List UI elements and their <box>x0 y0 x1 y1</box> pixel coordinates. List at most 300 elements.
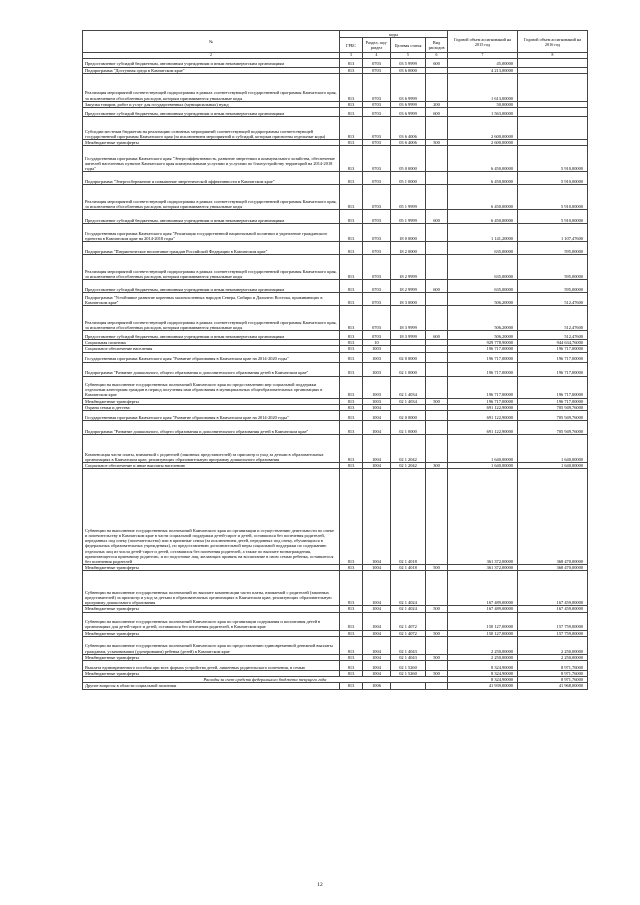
cell-csr: 05 1 0000 <box>391 172 426 185</box>
cell-vr <box>426 73 448 101</box>
cell-razdel: 1003 <box>363 362 391 376</box>
cell-vr: 300 <box>426 462 448 468</box>
cell-name: Государственная программа Камчатского края "Развитие образования в Камчатском крае на 2014-2020 годы" <box>83 410 340 420</box>
col-index-7: 7 <box>448 53 518 59</box>
cell-sum-2015: 691 122,90000 <box>448 404 518 410</box>
cell-sum-2016 <box>518 58 588 67</box>
cell-name: Подпрограмма "Доступная среда в Камчатском крае" <box>83 67 340 73</box>
cell-vr: 500 <box>426 606 448 612</box>
col-header-razdel: Раздел, под-раздел <box>363 38 391 53</box>
cell-vr: 500 <box>426 398 448 404</box>
cell-sum-2016: 1 107,47600 <box>518 224 588 242</box>
cell-sum-2015: 41 939,00000 <box>448 683 518 689</box>
table-row <box>83 116 588 139</box>
cell-sum-2016: 167 459,00000 <box>518 571 588 606</box>
cell-vr <box>426 224 448 242</box>
cell-grbs: 813 <box>340 410 363 420</box>
cell-razdel: 1004 <box>363 612 391 630</box>
cell-vr: 600 <box>426 331 448 340</box>
cell-name: Государственная программа Камчатского края "Реализация государственной национальной политики и укрепление гражданского единства в Камчатском крае на 2014-2018 годы" <box>83 224 340 242</box>
cell-vr: 500 <box>426 630 448 636</box>
cell-vr <box>426 255 448 280</box>
cell-grbs: 813 <box>340 306 363 331</box>
cell-grbs: 813 <box>340 224 363 242</box>
cell-sum-2015: 1 141,20000 <box>448 224 518 242</box>
cell-csr: 18 0 0000 <box>391 224 426 242</box>
cell-razdel: 1004 <box>363 410 391 420</box>
cell-grbs: 813 <box>340 73 363 101</box>
cell-razdel: 0703 <box>363 107 391 116</box>
cell-sum-2016: 5 910,00000 <box>518 146 588 172</box>
cell-vr: 500 <box>426 139 448 145</box>
cell-sum-2016: 157 759,00000 <box>518 630 588 636</box>
cell-name: Компенсация части платы, взимаемой с родителей (законных представителей) за присмотр и уход за детьми в образовательных организациях в Камчатском крае, реализующих образовательную программу дошкольного образования <box>83 434 340 462</box>
cell-sum-2016: 512,47600 <box>518 293 588 306</box>
cell-grbs: 813 <box>340 116 363 139</box>
cell-sum-2016: 196 717,00000 <box>518 352 588 362</box>
cell-name: Подпрограмма "Развитие дошкольного, общего образования и дополнительного образования детей в Камчатском крае" <box>83 362 340 376</box>
cell-vr <box>426 352 448 362</box>
cell-razdel: 1004 <box>363 469 391 565</box>
cell-sum-2015: 196 717,00000 <box>448 362 518 376</box>
cell-name: Межбюджетные трансферты <box>83 565 340 571</box>
cell-grbs: 813 <box>340 434 363 462</box>
cell-vr <box>426 434 448 462</box>
cell-razdel: 0703 <box>363 306 391 331</box>
cell-razdel: 0703 <box>363 73 391 101</box>
table-row <box>83 58 588 67</box>
table-row <box>83 242 588 255</box>
table-row <box>83 612 588 630</box>
cell-sum-2016: 5 910,00000 <box>518 210 588 224</box>
cell-vr: 500 <box>426 654 448 660</box>
cell-csr: 02 1 2042 <box>391 434 426 462</box>
cell-sum-2016: 368 470,00000 <box>518 469 588 565</box>
cell-name: Субвенции на выполнение государственных полномочий Камчатского края по предоставлению единовременной денежной выплаты гражданам, усыновившим (удочерившим) ребенка (детей) в Камчатском крае <box>83 636 340 654</box>
cell-razdel: 1004 <box>363 434 391 462</box>
cell-sum-2016: 196 717,00000 <box>518 362 588 376</box>
col-index-5: 5 <box>391 53 426 59</box>
cell-vr <box>426 683 448 689</box>
cell-sum-2015: 8 324,90000 <box>448 660 518 670</box>
cell-sum-2016: 705 949,76000 <box>518 410 588 420</box>
cell-sum-2015: 4 213,00000 <box>448 67 518 73</box>
cell-vr: 500 <box>426 565 448 571</box>
cell-vr: 500 <box>426 670 448 676</box>
col-header-csr: Целевая статья <box>391 38 426 53</box>
cell-csr: 02 1 4034 <box>391 398 426 404</box>
cell-vr <box>426 242 448 255</box>
cell-sum-2016: 512,47600 <box>518 331 588 340</box>
col-index-4: 4 <box>363 53 391 59</box>
cell-sum-2016: 167 459,00000 <box>518 606 588 612</box>
col-index-2: 2 <box>83 53 340 59</box>
cell-razdel: 1004 <box>363 404 391 410</box>
cell-vr <box>426 469 448 565</box>
cell-sum-2015: 45,00000 <box>448 58 518 67</box>
cell-razdel: 0703 <box>363 139 391 145</box>
cell-sum-2015: 6 450,00000 <box>448 172 518 185</box>
table-row <box>83 376 588 398</box>
cell-sum-2016: 196 717,00000 <box>518 376 588 398</box>
cell-grbs: 813 <box>340 101 363 107</box>
cell-razdel: 1003 <box>363 376 391 398</box>
table-row <box>83 185 588 210</box>
col-header-sum-2016: Годовой объем ассигнований на 2016 год <box>518 31 588 53</box>
cell-name: Государственная программа Камчатского края "Развитие образования в Камчатском крае на 2014-2020 годы" <box>83 352 340 362</box>
cell-name: Предоставление субсидий бюджетным, автономным учреждениям и иным некоммерческим организациям <box>83 210 340 224</box>
cell-grbs: 813 <box>340 420 363 434</box>
col-header-codes: коды <box>340 31 448 38</box>
cell-sum-2015: 635,00000 <box>448 280 518 293</box>
cell-razdel: 10 <box>363 340 391 346</box>
cell-grbs: 813 <box>340 606 363 612</box>
cell-name: Межбюджетные трансферты <box>83 654 340 660</box>
cell-vr <box>426 376 448 398</box>
cell-sum-2016: 368 470,00000 <box>518 565 588 571</box>
cell-grbs: 813 <box>340 670 363 676</box>
cell-sum-2015: 1 613,00000 <box>448 73 518 101</box>
cell-csr <box>391 683 426 689</box>
cell-grbs: 813 <box>340 683 363 689</box>
cell-razdel: 0703 <box>363 116 391 139</box>
cell-sum-2015: 506,20000 <box>448 306 518 331</box>
cell-sum-2015: 929 778,90000 <box>448 340 518 346</box>
cell-sum-2015: 8 324,90000 <box>448 670 518 676</box>
cell-razdel: 0703 <box>363 255 391 280</box>
cell-razdel: 0703 <box>363 185 391 210</box>
cell-name: Реализация мероприятий соответствующей подпрограммы в рамках соответствующей государственной программы Камчатского края, за исключением обособленных расходов, которым присваиваются уникальные коды <box>83 306 340 331</box>
cell-csr: 02 1 0000 <box>391 420 426 434</box>
cell-grbs: 813 <box>340 654 363 660</box>
cell-sum-2015: 361 372,00000 <box>448 565 518 571</box>
cell-razdel: 1004 <box>363 565 391 571</box>
cell-csr: 02 1 4024 <box>391 606 426 612</box>
table-row <box>83 306 588 331</box>
col-header-number: № <box>83 31 340 53</box>
cell-sum-2016: 1 640,00000 <box>518 462 588 468</box>
cell-vr <box>426 185 448 210</box>
cell-csr: 05 0 0000 <box>391 146 426 172</box>
cell-csr: 18 3 9999 <box>391 306 426 331</box>
cell-sum-2016: 8 971,76000 <box>518 677 588 683</box>
cell-sum-2016: 512,47600 <box>518 306 588 331</box>
cell-vr <box>426 636 448 654</box>
table-row <box>83 146 588 172</box>
col-index-8: 8 <box>518 53 588 59</box>
cell-grbs: 813 <box>340 462 363 468</box>
row-note: Расходы за счет средств федерального бюджета текущего года <box>83 677 448 683</box>
table-row <box>83 331 588 340</box>
cell-name: Предоставление субсидий бюджетным, автономным учреждениям и иным некоммерческим организациям <box>83 331 340 340</box>
cell-name: Государственная программа Камчатского края "Энергоэффективность, развитие энергетики и коммунального хозяйства, обеспечение жителей населенных пунктов Камчатского края коммунальными услугами и услугами по благоустройству территорий на 2014-2018 годы" <box>83 146 340 172</box>
cell-csr: 02 1 4043 <box>391 636 426 654</box>
cell-csr: 02 1 4072 <box>391 612 426 630</box>
cell-grbs: 813 <box>340 636 363 654</box>
cell-razdel: 0703 <box>363 242 391 255</box>
cell-csr: 05 1 9999 <box>391 185 426 210</box>
cell-vr <box>426 146 448 172</box>
cell-name: Выплата единовременного пособия при всех формах устройства детей, лишенных родительского попечения, в семью <box>83 660 340 670</box>
table-row <box>83 293 588 306</box>
cell-razdel: 1004 <box>363 654 391 660</box>
table-row <box>83 172 588 185</box>
cell-name: Социальное обеспечение населения <box>83 346 340 352</box>
cell-sum-2015: 2 250,00000 <box>448 636 518 654</box>
cell-vr <box>426 571 448 606</box>
cell-razdel: 0703 <box>363 67 391 73</box>
cell-csr: 02 1 4018 <box>391 565 426 571</box>
cell-razdel: 1004 <box>363 571 391 606</box>
cell-sum-2015: 150 127,00000 <box>448 612 518 630</box>
cell-sum-2015: 361 372,00000 <box>448 469 518 565</box>
table-row <box>83 420 588 434</box>
cell-sum-2016 <box>518 73 588 101</box>
col-header-grbs: ГРБС <box>340 38 363 53</box>
cell-grbs: 813 <box>340 146 363 172</box>
cell-grbs: 813 <box>340 660 363 670</box>
table-row <box>83 210 588 224</box>
cell-sum-2016: 157 759,00000 <box>518 612 588 630</box>
cell-sum-2015: 150 127,00000 <box>448 630 518 636</box>
cell-grbs: 813 <box>340 630 363 636</box>
cell-csr: 02 1 4034 <box>391 376 426 398</box>
cell-name: Межбюджетные трансферты <box>83 606 340 612</box>
cell-razdel: 1004 <box>363 670 391 676</box>
cell-csr: 03 5 9999 <box>391 58 426 67</box>
cell-csr: 02 1 2042 <box>391 462 426 468</box>
cell-sum-2016: 1 640,00000 <box>518 434 588 462</box>
cell-name: Субвенции на выполнение государственных полномочий Камчатского края по организации и осуществлению деятельности по опеке и попечительству в Камчатском крае в части социальной поддержки детей-сирот и детей, оставшихся без попечения родителей, переданных под опеку (попечительство) или в приемные семьи (за исключением детей, переданных под опеку, обучающихся в федеральных образовательных учреждениях), по предоставлению дополнительной меры социальной поддержки по содержанию отдельных лиц из числа детей-сирот и детей, оставшихся без попечения родителей, а также по выплате вознаграждения, причитающегося приемному родителю, и по подготовке лиц, желающих принять на воспитание в свою семью ребенка, оставшегося без попечения родителей <box>83 469 340 565</box>
cell-grbs: 813 <box>340 293 363 306</box>
table-row <box>83 571 588 606</box>
cell-vr: 600 <box>426 107 448 116</box>
cell-csr: 18 2 9999 <box>391 255 426 280</box>
cell-csr: 02 1 4043 <box>391 654 426 660</box>
cell-name: Субсидии местным бюджетам на реализацию основных мероприятий соответствующей подпрограммы соответствующей государственной программы Камчатского края (за исключением мероприятий и субсидий, которым присвоены отдельные коды) <box>83 116 340 139</box>
cell-csr: 02 1 4018 <box>391 469 426 565</box>
cell-sum-2016: 196 717,00000 <box>518 398 588 404</box>
cell-grbs: 813 <box>340 331 363 340</box>
cell-name: Другие вопросы в области социальной политики <box>83 683 340 689</box>
cell-name: Субвенции на выполнение государственных полномочий Камчатского края по предоставлению мер социальной поддержки отдельным категориям граждан в период получения ими образования в муниципальных общеобразовательных организациях в Камчатском крае <box>83 376 340 398</box>
cell-sum-2016 <box>518 107 588 116</box>
cell-name: Закупка товаров, работ и услуг для государственных (муниципальных) нужд <box>83 101 340 107</box>
col-index-3: 3 <box>340 53 363 59</box>
cell-razdel: 1004 <box>363 420 391 434</box>
cell-sum-2016 <box>518 116 588 139</box>
cell-sum-2015: 635,00000 <box>448 242 518 255</box>
cell-csr: 03 6 9999 <box>391 101 426 107</box>
cell-razdel: 1004 <box>363 636 391 654</box>
col-index-6: 6 <box>426 53 448 59</box>
cell-razdel: 1004 <box>363 660 391 670</box>
cell-vr <box>426 293 448 306</box>
cell-sum-2016: 944 634,76000 <box>518 340 588 346</box>
cell-grbs: 813 <box>340 107 363 116</box>
cell-sum-2015: 691 122,90000 <box>448 420 518 434</box>
budget-table <box>82 30 588 690</box>
cell-name: Межбюджетные трансферты <box>83 139 340 145</box>
cell-sum-2015: 2 250,00000 <box>448 654 518 660</box>
table-row <box>83 362 588 376</box>
cell-name: Субвенции на выполнение государственных полномочий Камчатского края по организации содержания и воспитания детей в организациях для детей-сирот и детей, оставшихся без попечения родителей, в Камчатском крае <box>83 612 340 630</box>
cell-razdel: 0703 <box>363 210 391 224</box>
cell-vr <box>426 362 448 376</box>
cell-name: Реализация мероприятий соответствующей подпрограммы в рамках соответствующей государственной программы Камчатского края, за исключением обособленных расходов, которым присваиваются уникальные коды <box>83 255 340 280</box>
cell-grbs: 813 <box>340 376 363 398</box>
cell-vr <box>426 612 448 630</box>
cell-sum-2015: 1 640,00000 <box>448 462 518 468</box>
table-row <box>83 636 588 654</box>
cell-sum-2015: 691 122,90000 <box>448 410 518 420</box>
cell-razdel: 1004 <box>363 462 391 468</box>
table-row <box>83 660 588 670</box>
cell-name: Подпрограмма "Патриотическое воспитание граждан Российской Федерации в Камчатском крае" <box>83 242 340 255</box>
cell-razdel: 1003 <box>363 352 391 362</box>
cell-vr <box>426 410 448 420</box>
cell-csr: 18 2 9999 <box>391 280 426 293</box>
cell-sum-2016: 8 971,76000 <box>518 670 588 676</box>
cell-name: Субвенции на выполнение государственных полномочий по выплате компенсации части платы, взимаемой с родителей (законных представителей) за присмотр и уход за детьми в образовательных организациях в Камчатском крае, реализующих образовательную программу дошкольного образования <box>83 571 340 606</box>
cell-sum-2015: 6 450,00000 <box>448 146 518 172</box>
table-row <box>83 255 588 280</box>
cell-name: Реализация мероприятий соответствующей подпрограммы в рамках соответствующей государственной программы Камчатского края, за исключением обособленных расходов, которым присваиваются уникальные коды <box>83 73 340 101</box>
cell-grbs: 813 <box>340 255 363 280</box>
cell-sum-2015: 506,20000 <box>448 293 518 306</box>
cell-grbs: 813 <box>340 362 363 376</box>
cell-sum-2015: 50,00000 <box>448 101 518 107</box>
cell-name: Подпрограмма "Развитие дошкольного, общего образования и дополнительного образования детей в Камчатском крае" <box>83 420 340 434</box>
cell-sum-2016: 2 250,00000 <box>518 654 588 660</box>
cell-name: Подпрограмма "Энергосбережение и повышение энергетической эффективности в Камчатском крае" <box>83 172 340 185</box>
cell-sum-2016: 2 250,00000 <box>518 636 588 654</box>
cell-csr: 18 3 9999 <box>391 331 426 340</box>
cell-csr: 03 6 4006 <box>391 116 426 139</box>
cell-grbs: 813 <box>340 469 363 565</box>
cell-csr: 05 1 9999 <box>391 210 426 224</box>
cell-grbs: 813 <box>340 346 363 352</box>
cell-vr: 200 <box>426 101 448 107</box>
table-row <box>83 280 588 293</box>
cell-razdel: 1004 <box>363 630 391 636</box>
cell-vr <box>426 116 448 139</box>
cell-vr <box>426 306 448 331</box>
cell-grbs: 813 <box>340 139 363 145</box>
cell-razdel: 0703 <box>363 146 391 172</box>
cell-sum-2015: 1 640,00000 <box>448 434 518 462</box>
cell-name: Реализация мероприятий соответствующей подпрограммы в рамках соответствующей государственной программы Камчатского края, за исключением обособленных расходов, которым присваиваются уникальные коды <box>83 185 340 210</box>
cell-sum-2016: 8 971,76000 <box>518 660 588 670</box>
col-header-vr: Вид расходов <box>426 38 448 53</box>
cell-sum-2016: 595,00000 <box>518 242 588 255</box>
cell-razdel: 1003 <box>363 398 391 404</box>
cell-grbs: 813 <box>340 404 363 410</box>
cell-grbs: 813 <box>340 280 363 293</box>
cell-razdel: 0703 <box>363 101 391 107</box>
table-row <box>83 107 588 116</box>
cell-csr: 18 2 0000 <box>391 242 426 255</box>
cell-grbs: 813 <box>340 242 363 255</box>
cell-vr: 600 <box>426 280 448 293</box>
cell-grbs: 813 <box>340 172 363 185</box>
cell-grbs: 813 <box>340 58 363 67</box>
cell-grbs: 813 <box>340 67 363 73</box>
cell-sum-2015: 196 717,00000 <box>448 376 518 398</box>
cell-name: Предоставление субсидий бюджетным, автономным учреждениям и иным некоммерческим организациям <box>83 107 340 116</box>
cell-sum-2016: 595,00000 <box>518 280 588 293</box>
cell-csr: 02 1 5260 <box>391 670 426 676</box>
col-header-sum-2015: Годовой объем ассигнований на 2015 год <box>448 31 518 53</box>
cell-name: Межбюджетные трансферты <box>83 630 340 636</box>
table-row <box>83 224 588 242</box>
cell-grbs: 813 <box>340 612 363 630</box>
cell-grbs: 813 <box>340 398 363 404</box>
cell-vr <box>426 660 448 670</box>
cell-vr <box>426 172 448 185</box>
cell-grbs: 813 <box>340 210 363 224</box>
cell-sum-2015: 506,20000 <box>448 331 518 340</box>
cell-sum-2015: 167 489,00000 <box>448 606 518 612</box>
table-row <box>83 73 588 101</box>
cell-sum-2016: 41 968,00000 <box>518 683 588 689</box>
cell-name: Предоставление субсидий бюджетным, автономным учреждениям и иным некоммерческим организациям <box>83 58 340 67</box>
page-number: 12 <box>317 882 323 888</box>
cell-grbs: 813 <box>340 340 363 346</box>
cell-name: Межбюджетные трансферты <box>83 398 340 404</box>
cell-sum-2015: 1 563,00000 <box>448 107 518 116</box>
cell-sum-2015: 6 450,00000 <box>448 185 518 210</box>
cell-sum-2015: 167 489,00000 <box>448 571 518 606</box>
table-row <box>83 469 588 565</box>
cell-name: Охрана семьи и детства <box>83 404 340 410</box>
table-row <box>83 352 588 362</box>
cell-vr: 600 <box>426 58 448 67</box>
cell-name: Социальная политика <box>83 340 340 346</box>
cell-grbs: 813 <box>340 565 363 571</box>
cell-razdel: 1004 <box>363 606 391 612</box>
cell-razdel: 0703 <box>363 224 391 242</box>
cell-sum-2016: 5 910,00000 <box>518 172 588 185</box>
cell-sum-2015: 8 324,90000 <box>448 677 518 683</box>
cell-razdel: 0703 <box>363 331 391 340</box>
cell-csr: 02 0 0000 <box>391 410 426 420</box>
cell-csr: 03 6 4006 <box>391 139 426 145</box>
cell-grbs: 813 <box>340 571 363 606</box>
cell-sum-2016: 705 949,76000 <box>518 420 588 434</box>
cell-sum-2016: 5 910,00000 <box>518 185 588 210</box>
cell-csr: 18 3 0000 <box>391 293 426 306</box>
cell-razdel: 1006 <box>363 683 391 689</box>
cell-razdel: 0703 <box>363 58 391 67</box>
cell-vr <box>426 420 448 434</box>
cell-csr: 02 1 4024 <box>391 571 426 606</box>
cell-csr: 02 1 5260 <box>391 660 426 670</box>
table-row <box>83 683 588 689</box>
cell-name: Предоставление субсидий бюджетным, автономным учреждениям и иным некоммерческим организациям <box>83 280 340 293</box>
cell-sum-2016: 196 717,00000 <box>518 346 588 352</box>
cell-razdel: 1003 <box>363 346 391 352</box>
cell-name: Социальное обеспечение и иные выплаты населению <box>83 462 340 468</box>
cell-sum-2015: 2 600,00000 <box>448 116 518 139</box>
cell-name: Межбюджетные трансферты <box>83 670 340 676</box>
cell-sum-2015: 6 450,00000 <box>448 210 518 224</box>
cell-csr: 02 1 4072 <box>391 630 426 636</box>
cell-razdel: 0703 <box>363 172 391 185</box>
cell-razdel: 0703 <box>363 293 391 306</box>
cell-grbs: 813 <box>340 185 363 210</box>
cell-csr: 02 1 0000 <box>391 362 426 376</box>
